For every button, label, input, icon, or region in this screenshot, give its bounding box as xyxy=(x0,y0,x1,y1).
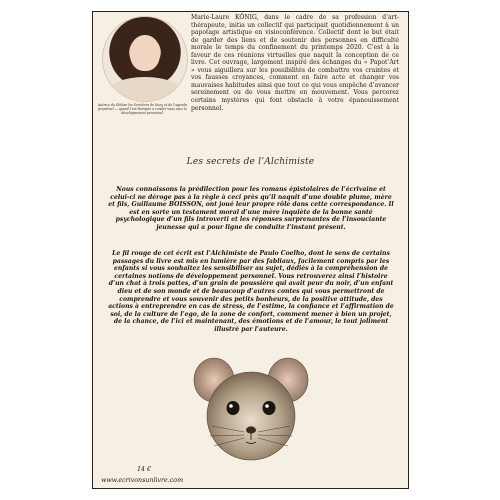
website-link[interactable]: www.ecrivonsunlivre.com xyxy=(101,477,184,484)
author-bio: Marie-Laure KÖNIG, dans le cadre de sa profession d’art-thérapeute, initia un collectif qui participait quotidiennement à un papotage artistique en visioconférence. Collectif dont le but était de garder des liens et de soutenir des personnes en difficulté morale le temps du confinement du printemps 2020. C’est à la faveur de ces réunions virtuelles que naquit la conception de ce livre. Cet ouvrage, largement inspiré des échanges du « Papot’Art » vous aiguillera sur les possibilités de combattre vos craintes et vos fausses croyances, comment en faire acte et changer vos mauvaises habitudes ainsi que tout ce qui vous empêche d’avancer sereinement ou de vous mettre en mouvement. Vous percerez certains mystères qui font obstacle à votre épanouissement personnel. xyxy=(191,14,399,112)
portrait-caption: Autrice du Shilian los Sorcières de Suey et de l’agenda perpétuel — quand l’art thérapie a rendez-vous avec le développement personnel. xyxy=(97,103,188,116)
price: 14 € xyxy=(137,466,152,473)
book-back-cover xyxy=(92,11,409,489)
author-portrait xyxy=(102,16,188,102)
summary-paragraph-2: Le fil rouge de cet écrit est l’Alchimiste de Paulo Coelho, dont le sens de certains passages du livre est mis en lumière par des fabliaux, facilement compris par les enfants si vous souhaitez les sensibiliser au sujet, dédiés à la compréhension de certaines notions de développement personnel. Vous retrouverez ainsi l’histoire d’un chat à trois pattes, d’un grain de poussière qui avait peur du noir, d’un enfant dieu et de son monde et de beaucoup d’autres contes qui vous permettront de comprendre et vous souvenir des petits bonheurs, de la positive attitude, des actions à entreprendre en cas de stress, de l’estime, la confiance et l’affirmation de soi, de la culture de l’ego, de la zone de confort, comment mener à bien un projet, de la chance, de l’ici et maintenant, des émotions et de l’amour, le tout joliment illustré par l’auteure. xyxy=(108,250,394,333)
mouse-illustration xyxy=(186,350,316,466)
summary-paragraph-1: Nous connaissons la prédilection pour les romans épistolaires de l’écrivaine et celui-ci ne déroge pas à la règle à ceci près qu’il naquit d’une double plume, mère et fils, Guillaume BOISSON, ont joué leur propre rôle dans cette correspondance. Il est en sorte un testament moral d’une mère inquiète de la bonne santé psychologique d’un fils introverti et les réponses surprenantes de l’insouciante jeunesse qui a pour ligne de conduite l’instant présent. xyxy=(108,186,394,231)
portrait-shoulders xyxy=(108,77,182,102)
portrait-face xyxy=(130,35,160,71)
section-title: Les secrets de l’Alchimiste xyxy=(186,157,315,167)
